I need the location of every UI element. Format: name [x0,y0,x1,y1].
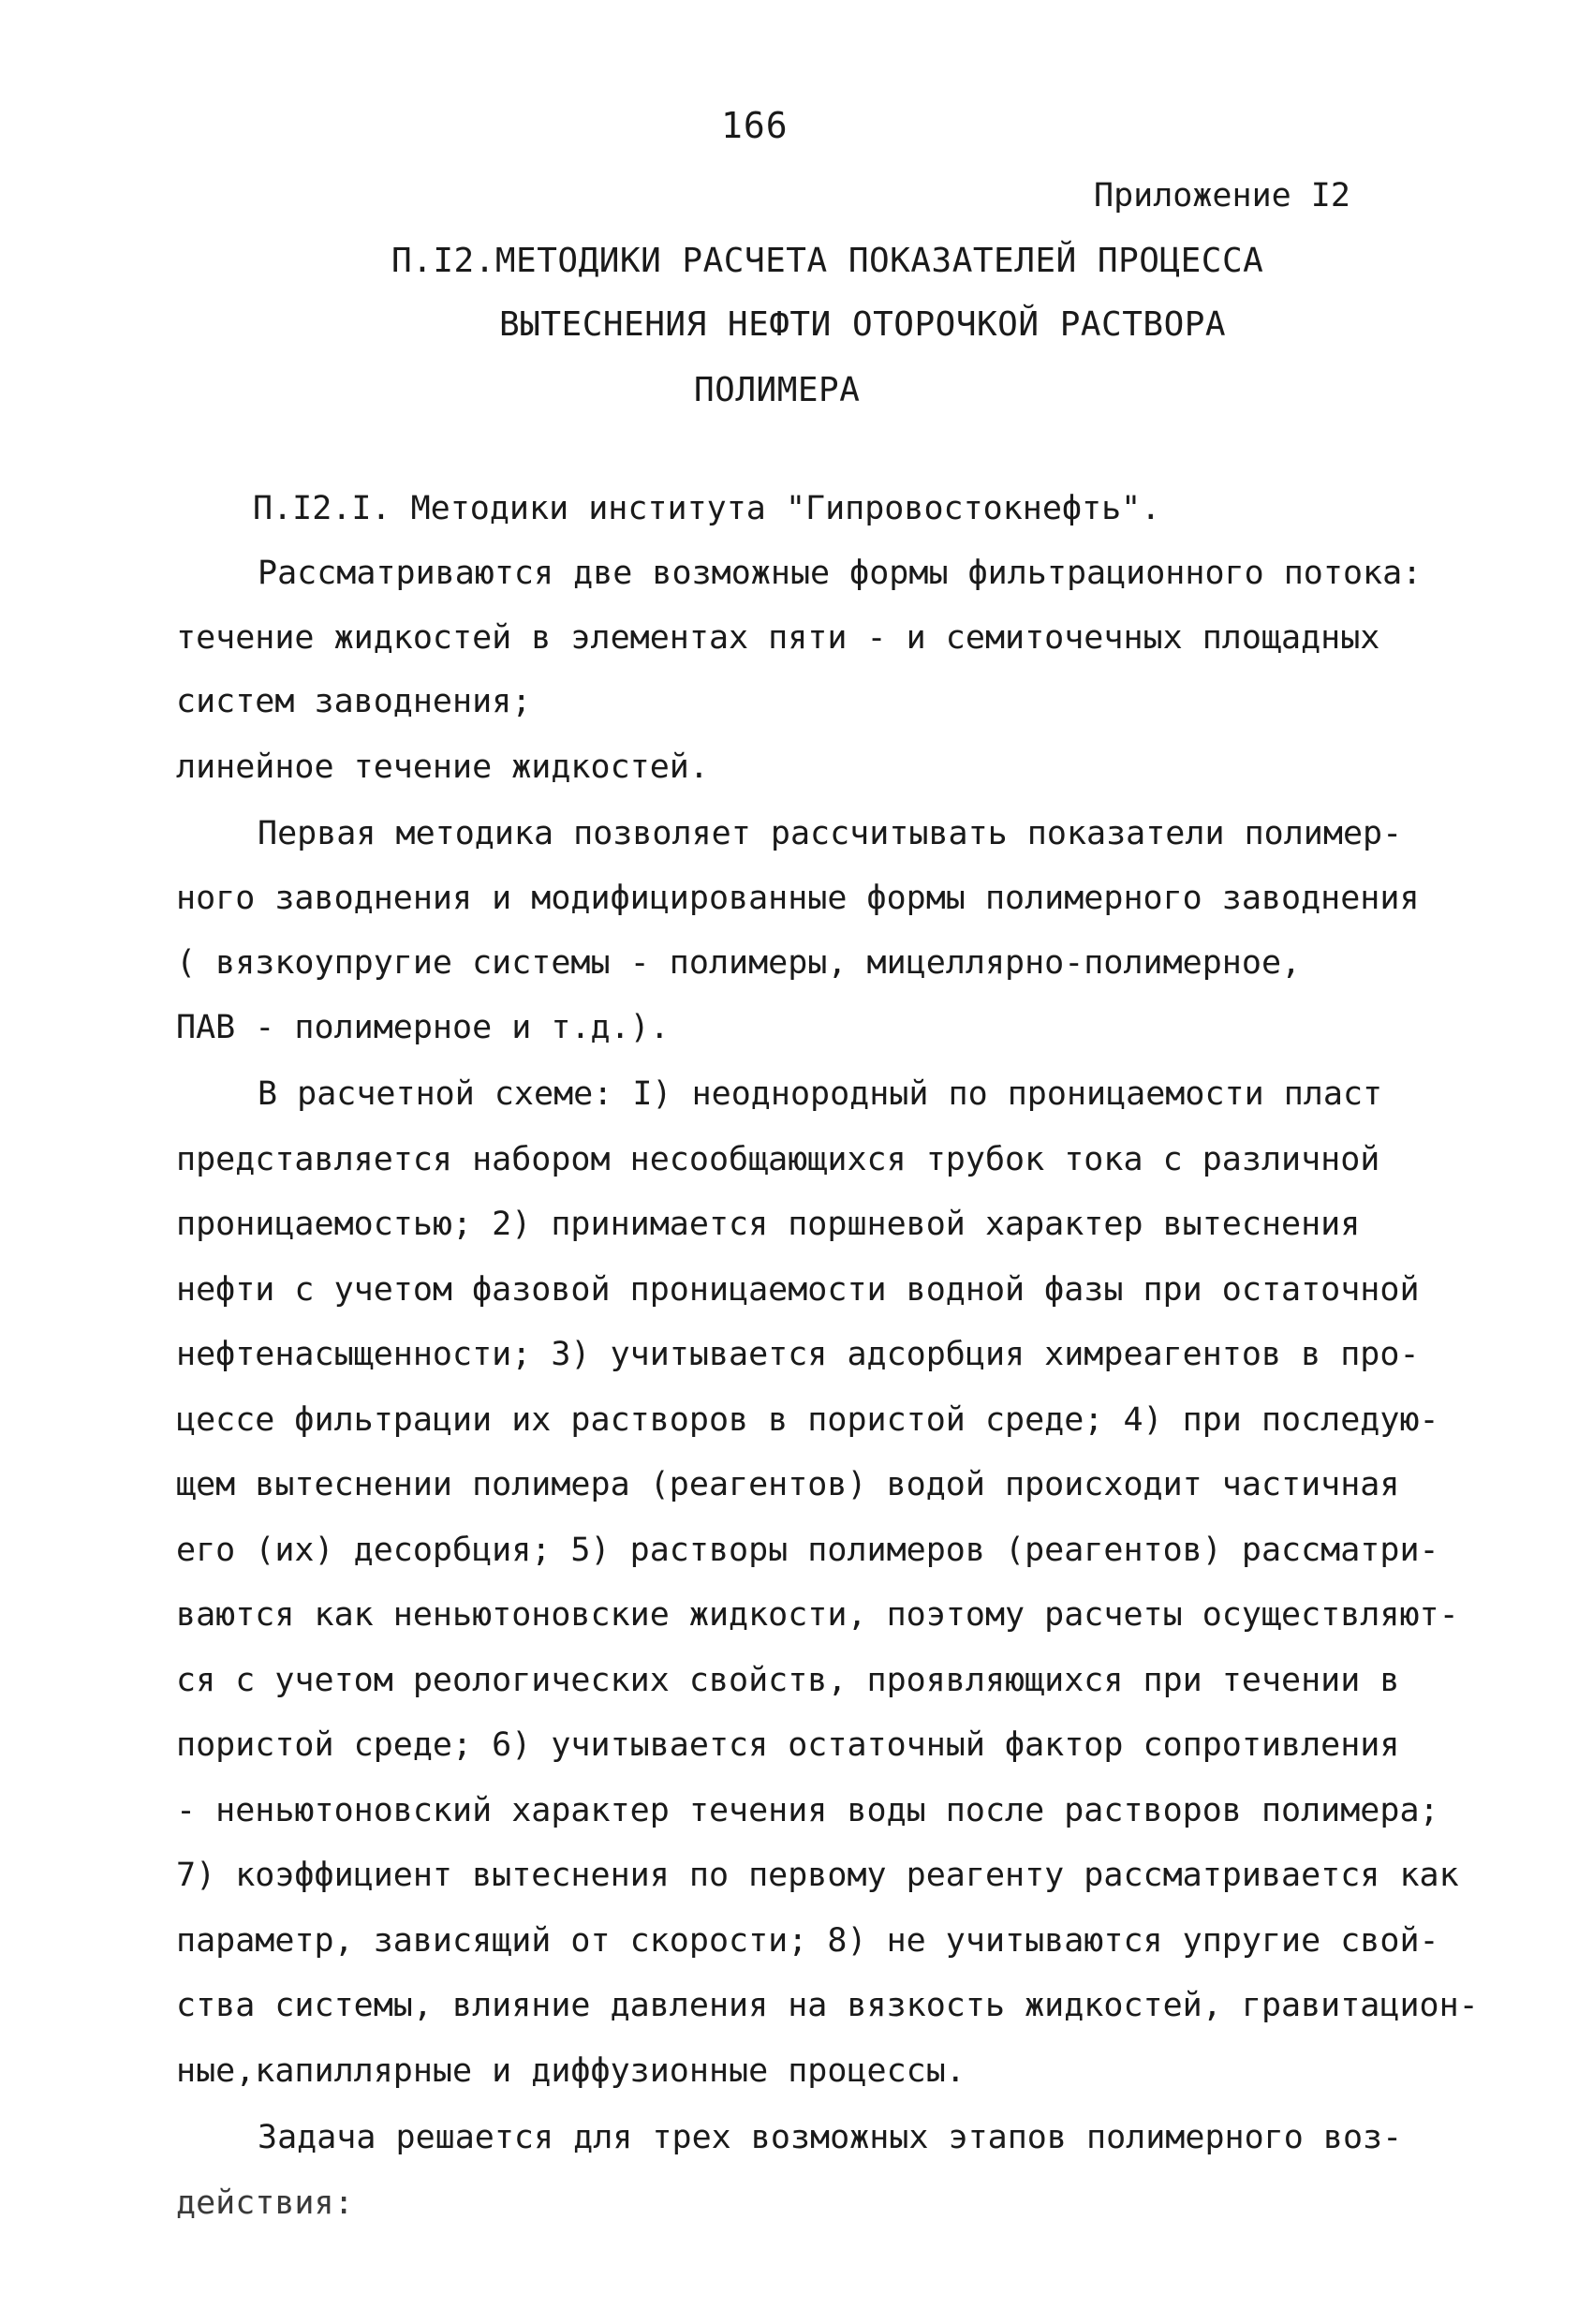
body-line: его (их) десорбция; 5) растворы полимеров (реагентов) рассматри- [176,1532,1439,1569]
body-line: пористой среде; 6) учитывается остаточный фактор сопротивления [176,1726,1400,1764]
body-line: действия: [176,2184,354,2222]
body-line: линейное течение жидкостей. [176,748,709,786]
body-line: нефтенасыщенности; 3) учитывается адсорбция химреагентов в про- [176,1336,1420,1373]
body-line: ся с учетом реологических свойств, проявляющихся при течении в [176,1662,1400,1699]
body-line: - неньютоновский характер течения воды после растворов полимера; [176,1792,1439,1829]
body-line: ные,капиллярные и диффузионные процессы. [176,2052,966,2090]
body-line: цессе фильтрации их растворов в пористой среде; 4) при последую- [176,1401,1439,1439]
section-heading: П.I2.I. Методики института "Гипровостокнефть". [253,490,1161,527]
title-line-3: ПОЛИМЕРА [694,371,861,409]
body-line: нефти с учетом фазовой проницаемости водной фазы при остаточной [176,1271,1420,1309]
body-line: течение жидкостей в элементах пяти - и семиточечных площадных [176,619,1380,657]
body-line: ПАВ - полимерное и т.д.). [176,1009,670,1046]
body-line: ( вязкоупругие системы - полимеры, мицеллярно-полимерное, [176,944,1302,982]
body-line: В расчетной схеме: I) неоднородный по проницаемости пласт [258,1075,1383,1113]
body-line: проницаемостью; 2) принимается поршневой характер вытеснения [176,1206,1361,1243]
body-line: щем вытеснении полимера (реагентов) водой происходит частичная [176,1466,1400,1503]
body-line: Рассматриваются две возможные формы фильтрационного потока: [258,555,1423,592]
body-line: систем заводнения; [176,683,532,720]
body-line: Первая методика позволяет рассчитывать показатели полимер- [258,815,1403,852]
page-number: 166 [721,105,789,146]
body-line: параметр, зависящий от скорости; 8) не учитываются упругие свой- [176,1922,1439,1960]
body-line: ства системы, влияние давления на вязкость жидкостей, гравитацион- [176,1987,1479,2024]
title-line-1: П.I2.МЕТОДИКИ РАСЧЕТА ПОКАЗАТЕЛЕЙ ПРОЦЕССА [391,242,1264,280]
body-line: 7) коэффициент вытеснения по первому реагенту рассматривается как [176,1857,1459,1894]
title-line-2: ВЫТЕСНЕНИЯ НЕФТИ ОТОРОЧКОЙ РАСТВОРА [499,305,1227,344]
body-line: представляется набором несообщающихся трубок тока с различной [176,1141,1380,1178]
appendix-label: Приложение I2 [1094,177,1350,215]
body-line: Задача решается для трех возможных этапов полимерного воз- [258,2119,1403,2156]
body-line: ного заводнения и модифицированные формы полимерного заводнения [176,880,1420,917]
body-line: ваются как неньютоновские жидкости, поэтому расчеты осуществляют- [176,1596,1459,1634]
